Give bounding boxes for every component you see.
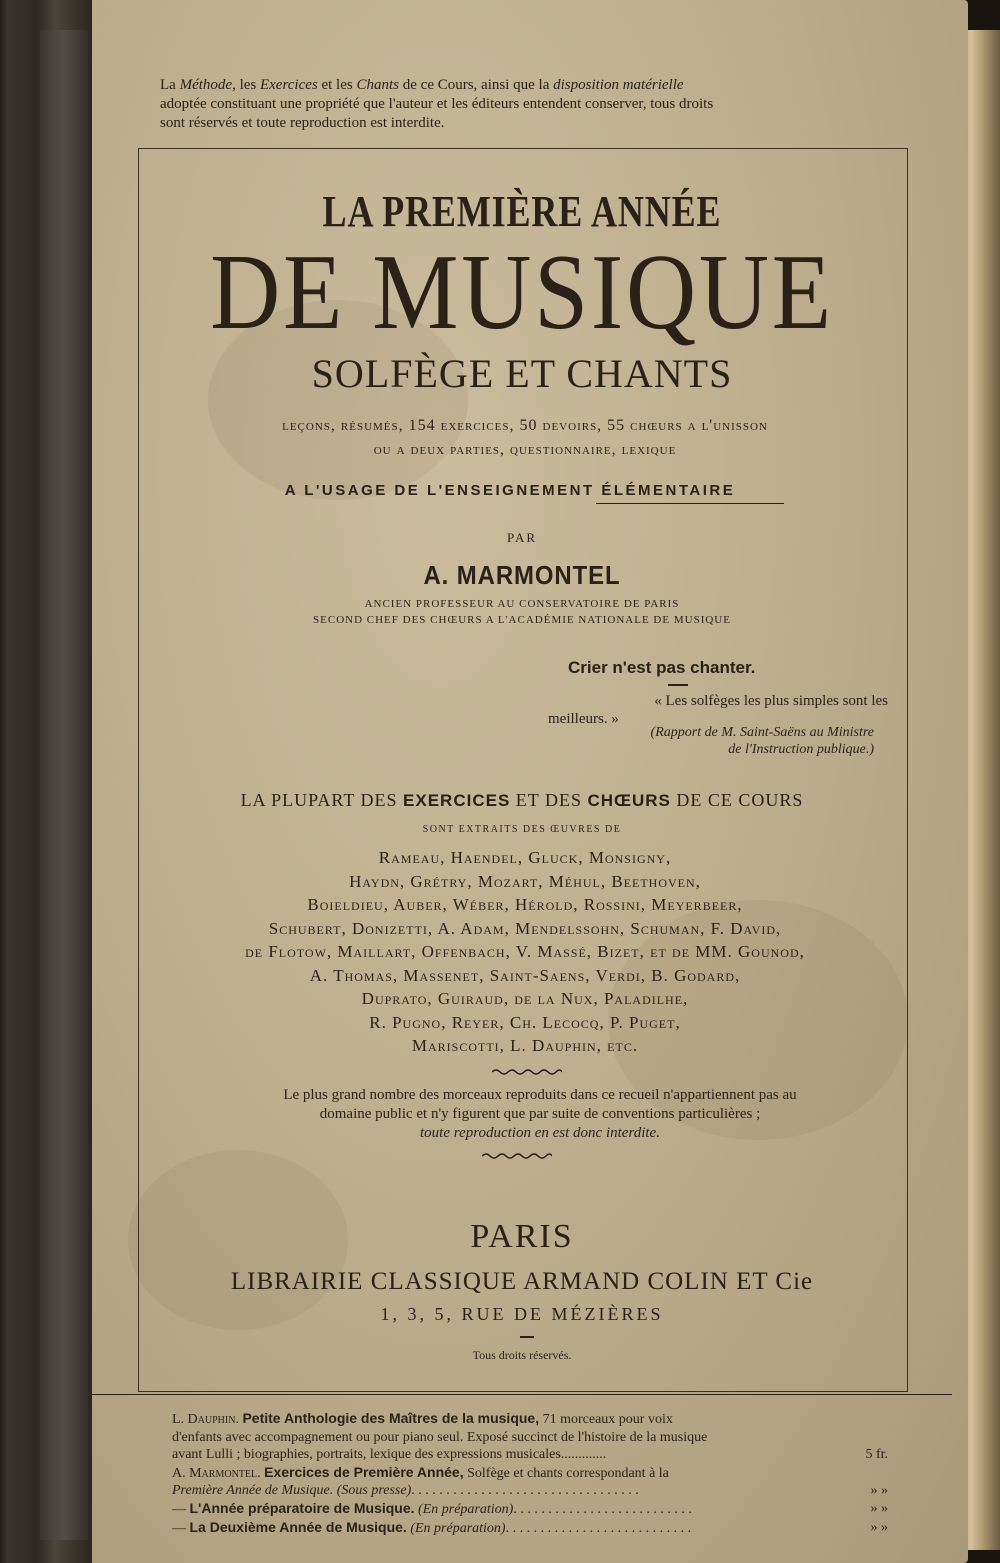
par-label: PAR [506, 530, 538, 545]
title-line-1: LA PREMIÈRE ANNÉE [322, 187, 722, 236]
author-credential-2: SECOND CHEF DES CHŒURS A L'ACADÉMIE NATIONALE DE MUSIQUE [313, 614, 731, 626]
address-dash [520, 1336, 534, 1338]
composer-line: Boieldieu, Auber, Wéber, Hérold, Rossini, Meyerbeer, [307, 895, 743, 914]
composer-line: R. Pugno, Reyer, Ch. Lecocq, P. Puget, [369, 1012, 681, 1032]
rights-reserved: Tous droits réservés. [472, 1348, 572, 1362]
motto: Crier n'est pas chanter. [568, 658, 756, 677]
quote-text: « Les solfèges les plus simples sont les meilleurs. » [548, 693, 888, 727]
reproduction-note: Le plus grand nombre des morceaux reproduits dans ce recueil n'appartiennent pas au domaine public et n'y figurent que par suite de conventions particulières ; toute reproduction en est donc interdite. [283, 1087, 797, 1141]
composer-line: Schubert, Donizetti, A. Adam, Mendelssohn, Schuman, F. David, [268, 918, 782, 938]
ads-list [172, 1410, 888, 1537]
author-credential-1: ANCIEN PROFESSEUR AU CONSERVATOIRE DE PARIS [364, 598, 680, 610]
composer-line: Mariscotti, L. Dauphin, etc. [411, 1036, 639, 1055]
composer-line: Rameau, Haendel, Gluck, Monsigny, [378, 848, 672, 867]
spine [0, 0, 92, 1563]
author-name: A. MARMONTEL [423, 560, 621, 590]
usage-underline [596, 503, 784, 504]
publisher-name: LIBRAIRIE CLASSIQUE ARMAND COLIN ET Cie [230, 1268, 814, 1295]
composer-line: Duprato, Guiraud, de la Nux, Paladilhe, [361, 989, 689, 1008]
ad-line: avant Lulli ; biographies, portraits, lexique des expressions musicales............. 5 fr. [172, 1447, 888, 1463]
composer-line: A. Thomas, Massenet, Saint-Saens, Verdi, B. Godard, [309, 965, 741, 985]
composer-line: de Flotow, Maillart, Offenbach, V. Massé, Bizet, et de MM. Gounod, [245, 942, 805, 961]
extraits-label: SONT EXTRAITS DES ŒUVRES DE [422, 824, 622, 835]
ad-line: d'enfants avec accompagnement ou pour piano seul. Exposé succinct de l'histoire de la musique [172, 1429, 708, 1445]
ornament-divider-2 [482, 1152, 552, 1160]
subtitle: SOLFÈGE ET CHANTS [311, 351, 733, 396]
publisher-city: PARIS [470, 1218, 574, 1255]
ads-separator [92, 1394, 952, 1395]
copyright-notice: La Méthode, les Exercices et les Chants de ce Cours, ainsi que la disposition matérielle adoptée constituant une propriété que l'auteur et les éditeurs entendent conserver, tous droits sont réservés et toute reproduction est interdite. [160, 77, 714, 131]
ad-line: — La Deuxième Année de Musique. (En préparation). . . . . . . . . . . . . . . . . . . . . . . . . . . » » [172, 1518, 888, 1536]
composer-line: Haydn, Grétry, Mozart, Méhul, Beethoven, [349, 871, 701, 891]
ad-line: Première Année de Musique. (Sous presse). . . . . . . . . . . . . . . . . . . . . . . . . . . . . . . . . » » [172, 1483, 888, 1499]
motto-dash [668, 684, 688, 686]
contents-description: leçons, résumés, 154 exercices, 50 devoirs, 55 chœurs a l'unisson ou a deux parties, questionnaire, lexique [282, 417, 768, 458]
plupart-heading: LA PLUPART DES EXERCICES ET DES CHŒURS DE CE COURS [240, 790, 804, 810]
ad-line: — L'Année préparatoire de Musique. (En préparation). . . . . . . . . . . . . . . . . . . . . . . . . . » » [172, 1499, 888, 1517]
title-main: DE MUSIQUE [210, 233, 834, 352]
usage-line: A L'USAGE DE L'ENSEIGNEMENT ÉLÉMENTAIRE [284, 482, 736, 499]
ornament-divider-1 [492, 1068, 562, 1076]
quote-source: (Rapport de M. Saint-Saëns au Ministre de l'Instruction publique.) [650, 725, 874, 757]
ad-line: L. Dauphin. Petite Anthologie des Maîtres de la musique, 71 morceaux pour voix [172, 1410, 673, 1427]
ad-line: A. Marmontel. Exercices de Première Année, Solfège et chants correspondant à la [172, 1463, 669, 1481]
composers-list [160, 846, 890, 1058]
publisher-address: 1, 3, 5, RUE DE MÉZIÈRES [380, 1304, 664, 1324]
